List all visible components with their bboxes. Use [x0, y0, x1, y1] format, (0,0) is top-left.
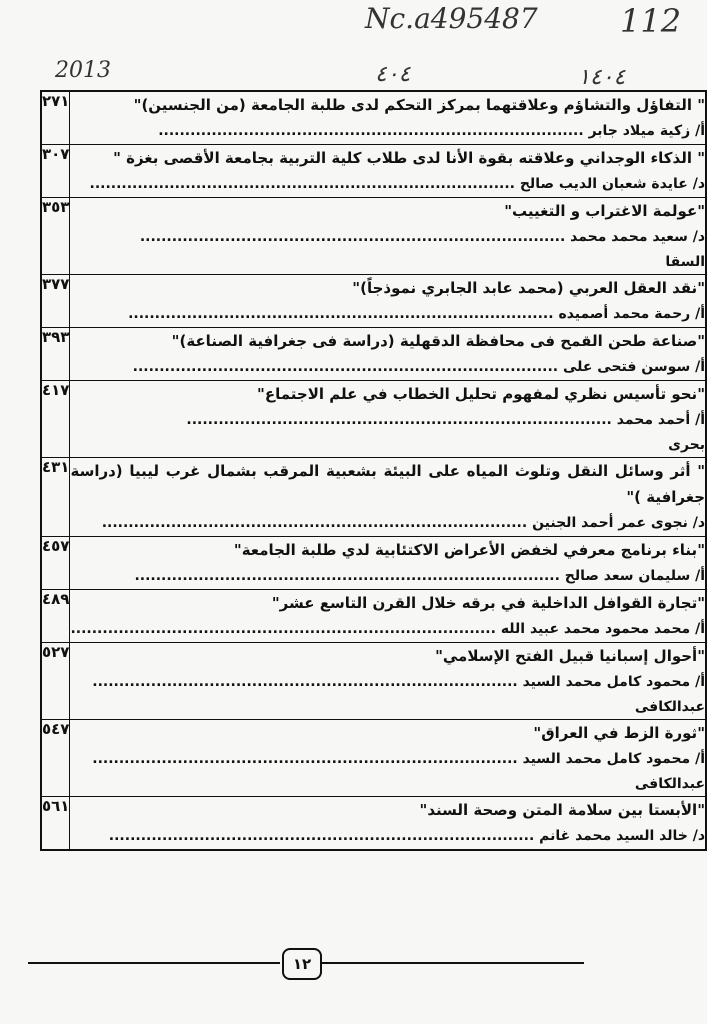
- toc-entry-content: [70, 328, 706, 381]
- dot-leader: ................................................................................: [186, 412, 617, 428]
- toc-entry-title: "الأبستا بين سلامة المتن وصحة السند": [419, 801, 706, 819]
- toc-entry-title: "بناء برنامج معرفي لخفض الأعراض الاكتئابية لدي طلبة الجامعة": [233, 541, 706, 559]
- toc-entry-content: [70, 458, 706, 537]
- toc-row: [41, 328, 706, 381]
- dot-leader: ................................................................................: [132, 359, 563, 375]
- toc-entry-title: "ثورة الزط في العراق": [533, 724, 706, 742]
- toc-entry-content: [70, 275, 706, 328]
- dot-leader: ................................................................................: [134, 568, 565, 584]
- toc-entry-author-line: [70, 118, 705, 144]
- handwritten-page-number: 112: [620, 2, 682, 40]
- dot-leader: ................................................................................: [158, 123, 589, 139]
- toc-entry-author-line: [70, 224, 705, 250]
- dot-leader: ................................................................................: [101, 515, 533, 531]
- toc-entry-author-line: [70, 746, 705, 772]
- toc-entry-author: د/ خالد السيد محمد غانم: [539, 828, 706, 844]
- toc-entry-page: ٥٦١: [41, 797, 70, 851]
- dot-leader: ................................................................................: [89, 176, 520, 192]
- toc-row: [41, 145, 706, 198]
- toc-entry-title: " التفاؤل والتشاؤم وعلاقتهما بمركز التحكم لدى طلبة الجامعة (من الجنسين)": [133, 96, 706, 114]
- toc-entry-author-line: [70, 616, 705, 642]
- toc-entry-title: "عولمة الاغتراب و التغييب": [504, 202, 706, 220]
- toc-entry-author-continued: السقا: [665, 254, 706, 270]
- toc-entry-content: [70, 590, 706, 643]
- toc-entry-author: أ/ محمود كامل محمد السيد: [522, 751, 706, 767]
- dot-leader: ................................................................................: [128, 306, 559, 322]
- toc-entry-author-line: [70, 563, 705, 589]
- toc-entry-author: أ/ زكية ميلاد جابر: [588, 123, 706, 139]
- handwritten-reference: Nc.a495487: [365, 2, 538, 35]
- toc-entry-author: د/ عايدة شعبان الديب صالح: [519, 176, 706, 192]
- toc-entry-page: ٥٤٧: [41, 720, 70, 797]
- handwritten-note-right: ١٤٠٤: [578, 65, 626, 90]
- toc-entry-content: [70, 720, 706, 797]
- toc-entry-author: أ/ رحمة محمد أصميده: [558, 306, 706, 322]
- toc-entry-content: [70, 537, 706, 590]
- table-of-contents: [40, 90, 707, 851]
- toc-entry-author-line: [70, 823, 705, 849]
- dot-leader: ................................................................................: [70, 621, 501, 637]
- toc-entry-title: "نقد العقل العربي (محمد عابد الجابري نموذجاً)": [352, 279, 706, 297]
- footer-page-number: ١٢: [282, 948, 322, 980]
- toc-entry-title: "نحو تأسيس نظري لمفهوم تحليل الخطاب في علم الاجتماع": [257, 385, 706, 403]
- toc-entry-author: أ/ أحمد محمد: [616, 412, 706, 428]
- toc-entry-author: أ/ محمد محمود محمد عبيد الله: [500, 621, 706, 637]
- toc-entry-page: ٣٩٣: [41, 328, 70, 381]
- toc-entry-author-line: [70, 301, 705, 327]
- toc-row: [41, 458, 706, 537]
- toc-entry-author-line: [70, 669, 705, 695]
- toc-entry-title: " الذكاء الوجداني وعلاقته بقوة الأنا لدى طلاب كلية التربية بجامعة الأقصى بغزة ": [113, 149, 706, 167]
- toc-entry-author-line: [70, 407, 705, 433]
- toc-entry-title: "صناعة طحن القمح فى محافظة الدقهلية (دراسة فى جغرافية الصناعة)": [171, 332, 706, 350]
- toc-entry-author-line: [70, 171, 705, 197]
- dot-leader: ................................................................................: [92, 674, 523, 690]
- toc-entry-content: [70, 91, 706, 145]
- toc-entry-author: أ/ سوسن فتحى على: [562, 359, 706, 375]
- handwritten-note-mid: ٤٠٤: [375, 62, 411, 87]
- toc-entry-content: [70, 797, 706, 851]
- toc-entry-page: ٣٧٧: [41, 275, 70, 328]
- toc-entry-title: " أثر وسائل النقل وتلوث المياه على البيئة بشعبية المرقب بشمال غرب ليبيا (دراسة جغرافية )": [70, 462, 706, 506]
- toc-row: [41, 381, 706, 458]
- toc-entry-author: د/ سعيد محمد محمد: [570, 229, 706, 245]
- toc-entry-page: ٣٥٣: [41, 198, 70, 275]
- dot-leader: ................................................................................: [139, 229, 571, 245]
- toc-entry-author-line: [70, 510, 705, 536]
- toc-entry-title: "أحوال إسبانيا قبيل الفتح الإسلامي": [435, 647, 706, 665]
- dot-leader: ................................................................................: [108, 828, 540, 844]
- toc-entry-content: [70, 145, 706, 198]
- toc-entry-content: [70, 643, 706, 720]
- toc-entry-author: أ/ سليمان سعد صالح: [564, 568, 706, 584]
- footer-rule-left: [28, 962, 280, 964]
- toc-entry-content: [70, 381, 706, 458]
- toc-entry-page: ٢٧١: [41, 91, 70, 145]
- toc-row: [41, 537, 706, 590]
- toc-row: [41, 275, 706, 328]
- toc-entry-page: ٣٠٧: [41, 145, 70, 198]
- toc-entry-author-continued: عبدالكافى: [634, 699, 706, 715]
- toc-entry-author-continued: بحرى: [668, 437, 706, 453]
- toc-entry-content: [70, 198, 706, 275]
- footer-rule-right: [320, 962, 584, 964]
- toc-row: [41, 590, 706, 643]
- dot-leader: ................................................................................: [92, 751, 523, 767]
- toc-entry-author-continued: عبدالكافى: [634, 776, 706, 792]
- toc-row: [41, 643, 706, 720]
- toc-row: [41, 198, 706, 275]
- toc-entry-page: ٥٢٧: [41, 643, 70, 720]
- toc-entry-page: ٤١٧: [41, 381, 70, 458]
- toc-entry-page: ٤٣١: [41, 458, 70, 537]
- handwritten-year: 2013: [55, 58, 111, 83]
- toc-entry-page: ٤٨٩: [41, 590, 70, 643]
- toc-entry-author: أ/ محمود كامل محمد السيد: [522, 674, 706, 690]
- toc-row: [41, 797, 706, 851]
- toc-row: [41, 720, 706, 797]
- toc-entry-author: د/ نجوى عمر أحمد الجنين: [532, 515, 706, 531]
- toc-row: [41, 91, 706, 145]
- toc-entry-page: ٤٥٧: [41, 537, 70, 590]
- toc-entry-author-line: [70, 354, 705, 380]
- toc-entry-title: "تجارة القوافل الداخلية في برقه خلال القرن التاسع عشر": [271, 594, 706, 612]
